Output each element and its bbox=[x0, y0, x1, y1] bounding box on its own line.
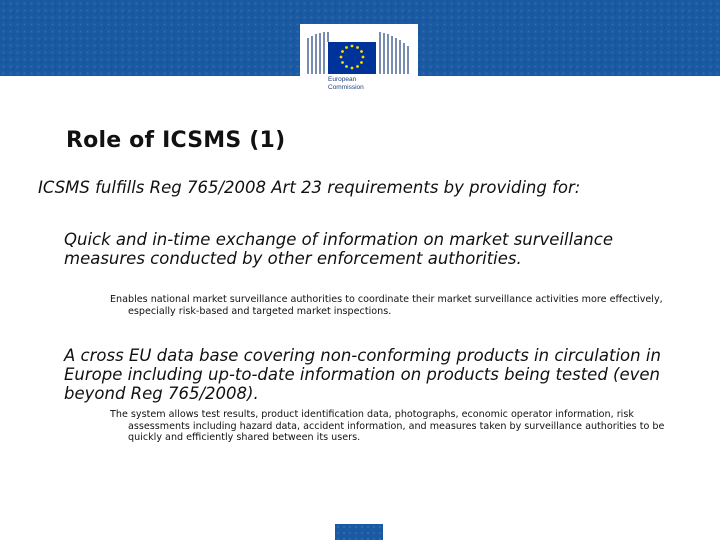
logo-text-line-1: European bbox=[328, 76, 357, 83]
european-commission-logo bbox=[300, 24, 418, 98]
logo-text-line-2: Commission bbox=[328, 83, 364, 91]
intro-text: ICSMS fulfills Reg 765/2008 Art 23 requirements by providing for: bbox=[38, 178, 581, 197]
bullet-1-subtext: Enables national market surveillance authorities to coordinate their market surveillance activities more effectively, especially risk-based and targeted market inspections. bbox=[110, 294, 663, 317]
bullet-2-text: A cross EU data base covering non-conforming products in circulation in Europe including up-to-date information on products being tested (even beyond Reg 765/2008). bbox=[64, 346, 661, 403]
footer-bar bbox=[335, 524, 383, 540]
bullet-2-subtext: The system allows test results, product identification data, photographs, economic operator information, risk assessments including hazard data, accident information, and measures taken by surveillance authorities to be quickly and efficiently shared between its users. bbox=[110, 409, 665, 443]
bullet-1-text: Quick and in-time exchange of information on market surveillance measures conducted by other enforcement authorities. bbox=[64, 230, 613, 268]
logo-text bbox=[328, 76, 364, 91]
slide-title: Role of ICSMS (1) bbox=[66, 128, 286, 153]
